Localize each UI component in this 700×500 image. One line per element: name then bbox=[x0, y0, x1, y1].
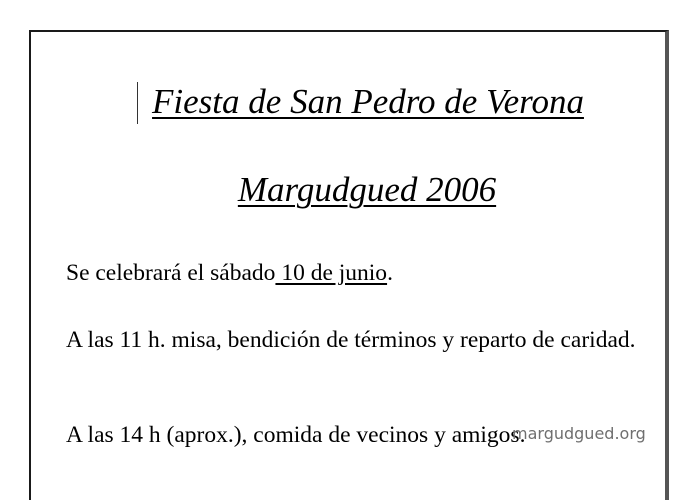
paragraph-meal: A las 14 h (aprox.), comida de vecinos y amigos. bbox=[66, 422, 526, 448]
site-watermark: margudgued.org bbox=[512, 424, 646, 443]
document-title: Fiesta de San Pedro de Verona bbox=[152, 82, 584, 121]
paragraph-date-suffix: . bbox=[387, 260, 393, 286]
event-date: 10 de junio bbox=[275, 260, 388, 286]
document-subtitle: Margudgued 2006 bbox=[237, 170, 497, 209]
paragraph-date bbox=[66, 258, 666, 289]
paragraph-date-prefix: Se celebrará el sábado bbox=[66, 260, 276, 286]
paragraph-mass: A las 11 h. misa, bendición de términos y reparto de caridad. bbox=[66, 327, 636, 353]
